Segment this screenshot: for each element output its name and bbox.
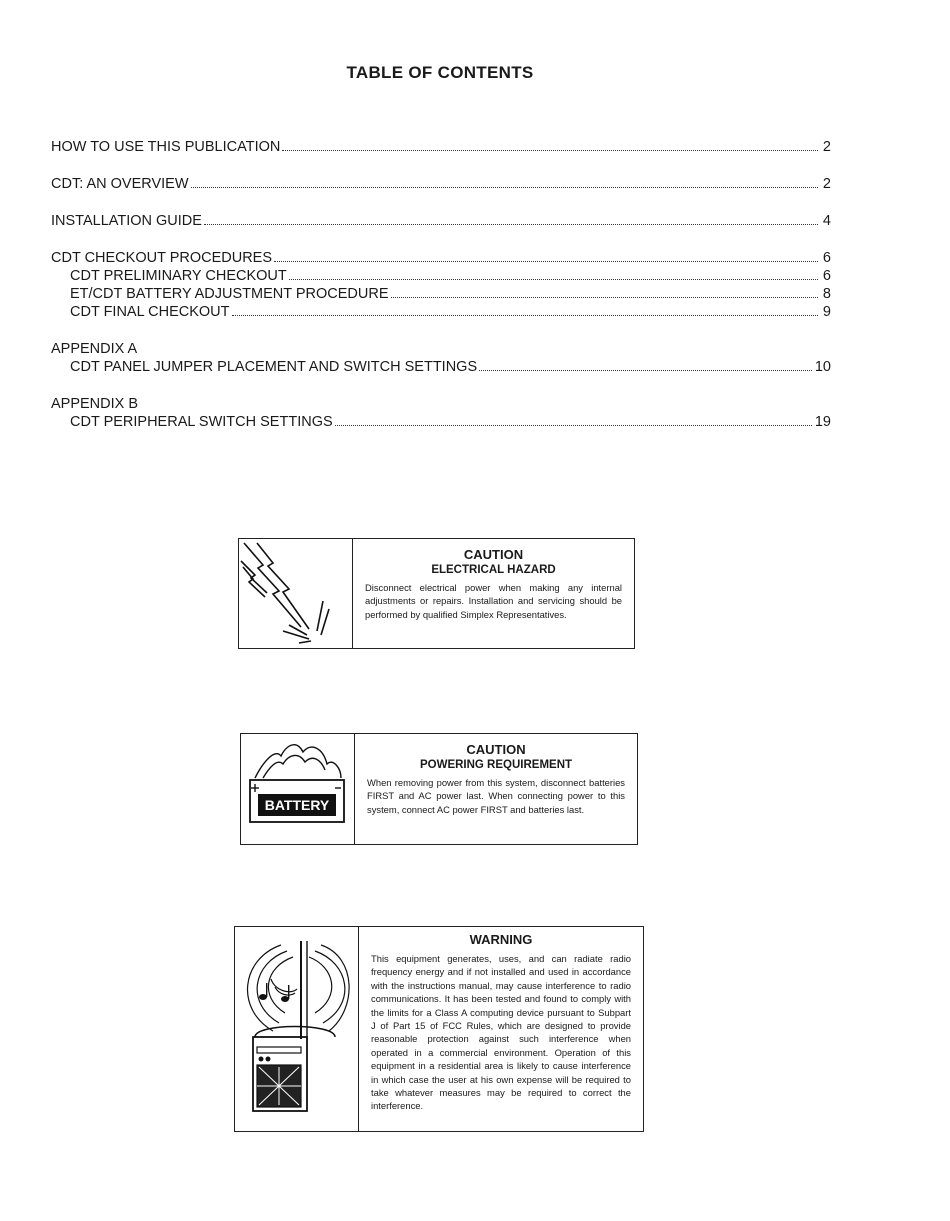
toc-page-number: 6	[822, 250, 831, 266]
dot-leader	[204, 223, 818, 225]
toc-entry-installation[interactable]	[51, 212, 831, 230]
toc-entry-preliminary[interactable]	[51, 267, 831, 285]
warning-rf-box	[234, 926, 644, 1132]
lightning-icon	[239, 539, 353, 648]
dot-leader	[232, 314, 818, 316]
page-title: TABLE OF CONTENTS	[346, 63, 534, 82]
toc-page-number: 10	[814, 359, 831, 375]
dot-leader	[191, 186, 818, 188]
table-of-contents	[51, 138, 831, 431]
toc-page-number: 2	[822, 176, 831, 192]
caution-body: Disconnect electrical power when making any internal adjustments or repairs. Installation and servicing should be performed by qualified Simplex Representatives.	[365, 582, 622, 620]
toc-entry-jumper-placement[interactable]	[51, 358, 831, 376]
toc-entry-label: CDT CHECKOUT PROCEDURES	[51, 250, 273, 266]
toc-entry-label: HOW TO USE THIS PUBLICATION	[51, 139, 281, 155]
toc-entry-label: ET/CDT BATTERY ADJUSTMENT PROCEDURE	[70, 286, 389, 302]
caution-body: When removing power from this system, disconnect batteries FIRST and AC power last. When connecting power to this system, connect AC power FIRST and batteries last.	[367, 777, 625, 815]
caution-electrical-box	[238, 538, 635, 649]
toc-page-number: 19	[814, 414, 831, 430]
dot-leader	[479, 369, 812, 371]
toc-entry-label: CDT PANEL JUMPER PLACEMENT AND SWITCH SETTINGS	[70, 359, 478, 375]
dot-leader	[289, 278, 818, 280]
toc-heading-appendix-b: APPENDIX B	[51, 396, 139, 412]
battery-icon	[241, 734, 355, 844]
radio-interference-icon	[235, 927, 359, 1131]
toc-entry-how-to-use[interactable]	[51, 138, 831, 156]
dot-leader	[282, 149, 818, 151]
toc-page-number: 2	[822, 139, 831, 155]
dot-leader	[391, 296, 818, 298]
toc-entry-final-checkout[interactable]	[51, 303, 831, 321]
toc-entry-label: CDT PRELIMINARY CHECKOUT	[70, 268, 287, 284]
caution-subtitle: POWERING REQUIREMENT	[419, 759, 573, 771]
dot-leader	[274, 260, 818, 262]
caution-subtitle: ELECTRICAL HAZARD	[431, 564, 556, 576]
toc-page-number: 4	[822, 213, 831, 229]
warning-body: This equipment generates, uses, and can radiate radio frequency energy and if not installed and used in accordance with the instructions manual, may cause interference to radio communications. It has been tested and found to comply with the limits for a Class A computing device pursuant to Subpart J of Part 15 of FCC Rules, which are designed to provide reasonable protection against such interference when operated in a commercial environment. Operation of this equipment in a residential area is likely to cause interference in which case the user at his own expense will be required to take whatever measures may be required to correct the interference.	[371, 953, 631, 1112]
dot-leader	[335, 424, 812, 426]
caution-title: CAUTION	[463, 547, 524, 562]
toc-page-number: 9	[822, 304, 831, 320]
toc-entry-peripheral-switch[interactable]	[51, 413, 831, 431]
toc-entry-checkout[interactable]	[51, 249, 831, 267]
warning-title: WARNING	[469, 932, 533, 947]
toc-entry-label: CDT FINAL CHECKOUT	[70, 304, 230, 320]
toc-entry-overview[interactable]	[51, 175, 831, 193]
toc-page-number: 6	[822, 268, 831, 284]
toc-entry-battery-adjustment[interactable]	[51, 285, 831, 303]
toc-heading-appendix-a: APPENDIX A	[51, 341, 138, 357]
caution-title: CAUTION	[466, 742, 526, 757]
toc-page-number: 8	[822, 286, 831, 302]
battery-label: BATTERY	[264, 797, 330, 813]
caution-power-box	[240, 733, 638, 845]
toc-entry-label: CDT PERIPHERAL SWITCH SETTINGS	[70, 414, 333, 430]
toc-entry-label: CDT: AN OVERVIEW	[51, 176, 189, 192]
toc-entry-label: INSTALLATION GUIDE	[51, 213, 202, 229]
